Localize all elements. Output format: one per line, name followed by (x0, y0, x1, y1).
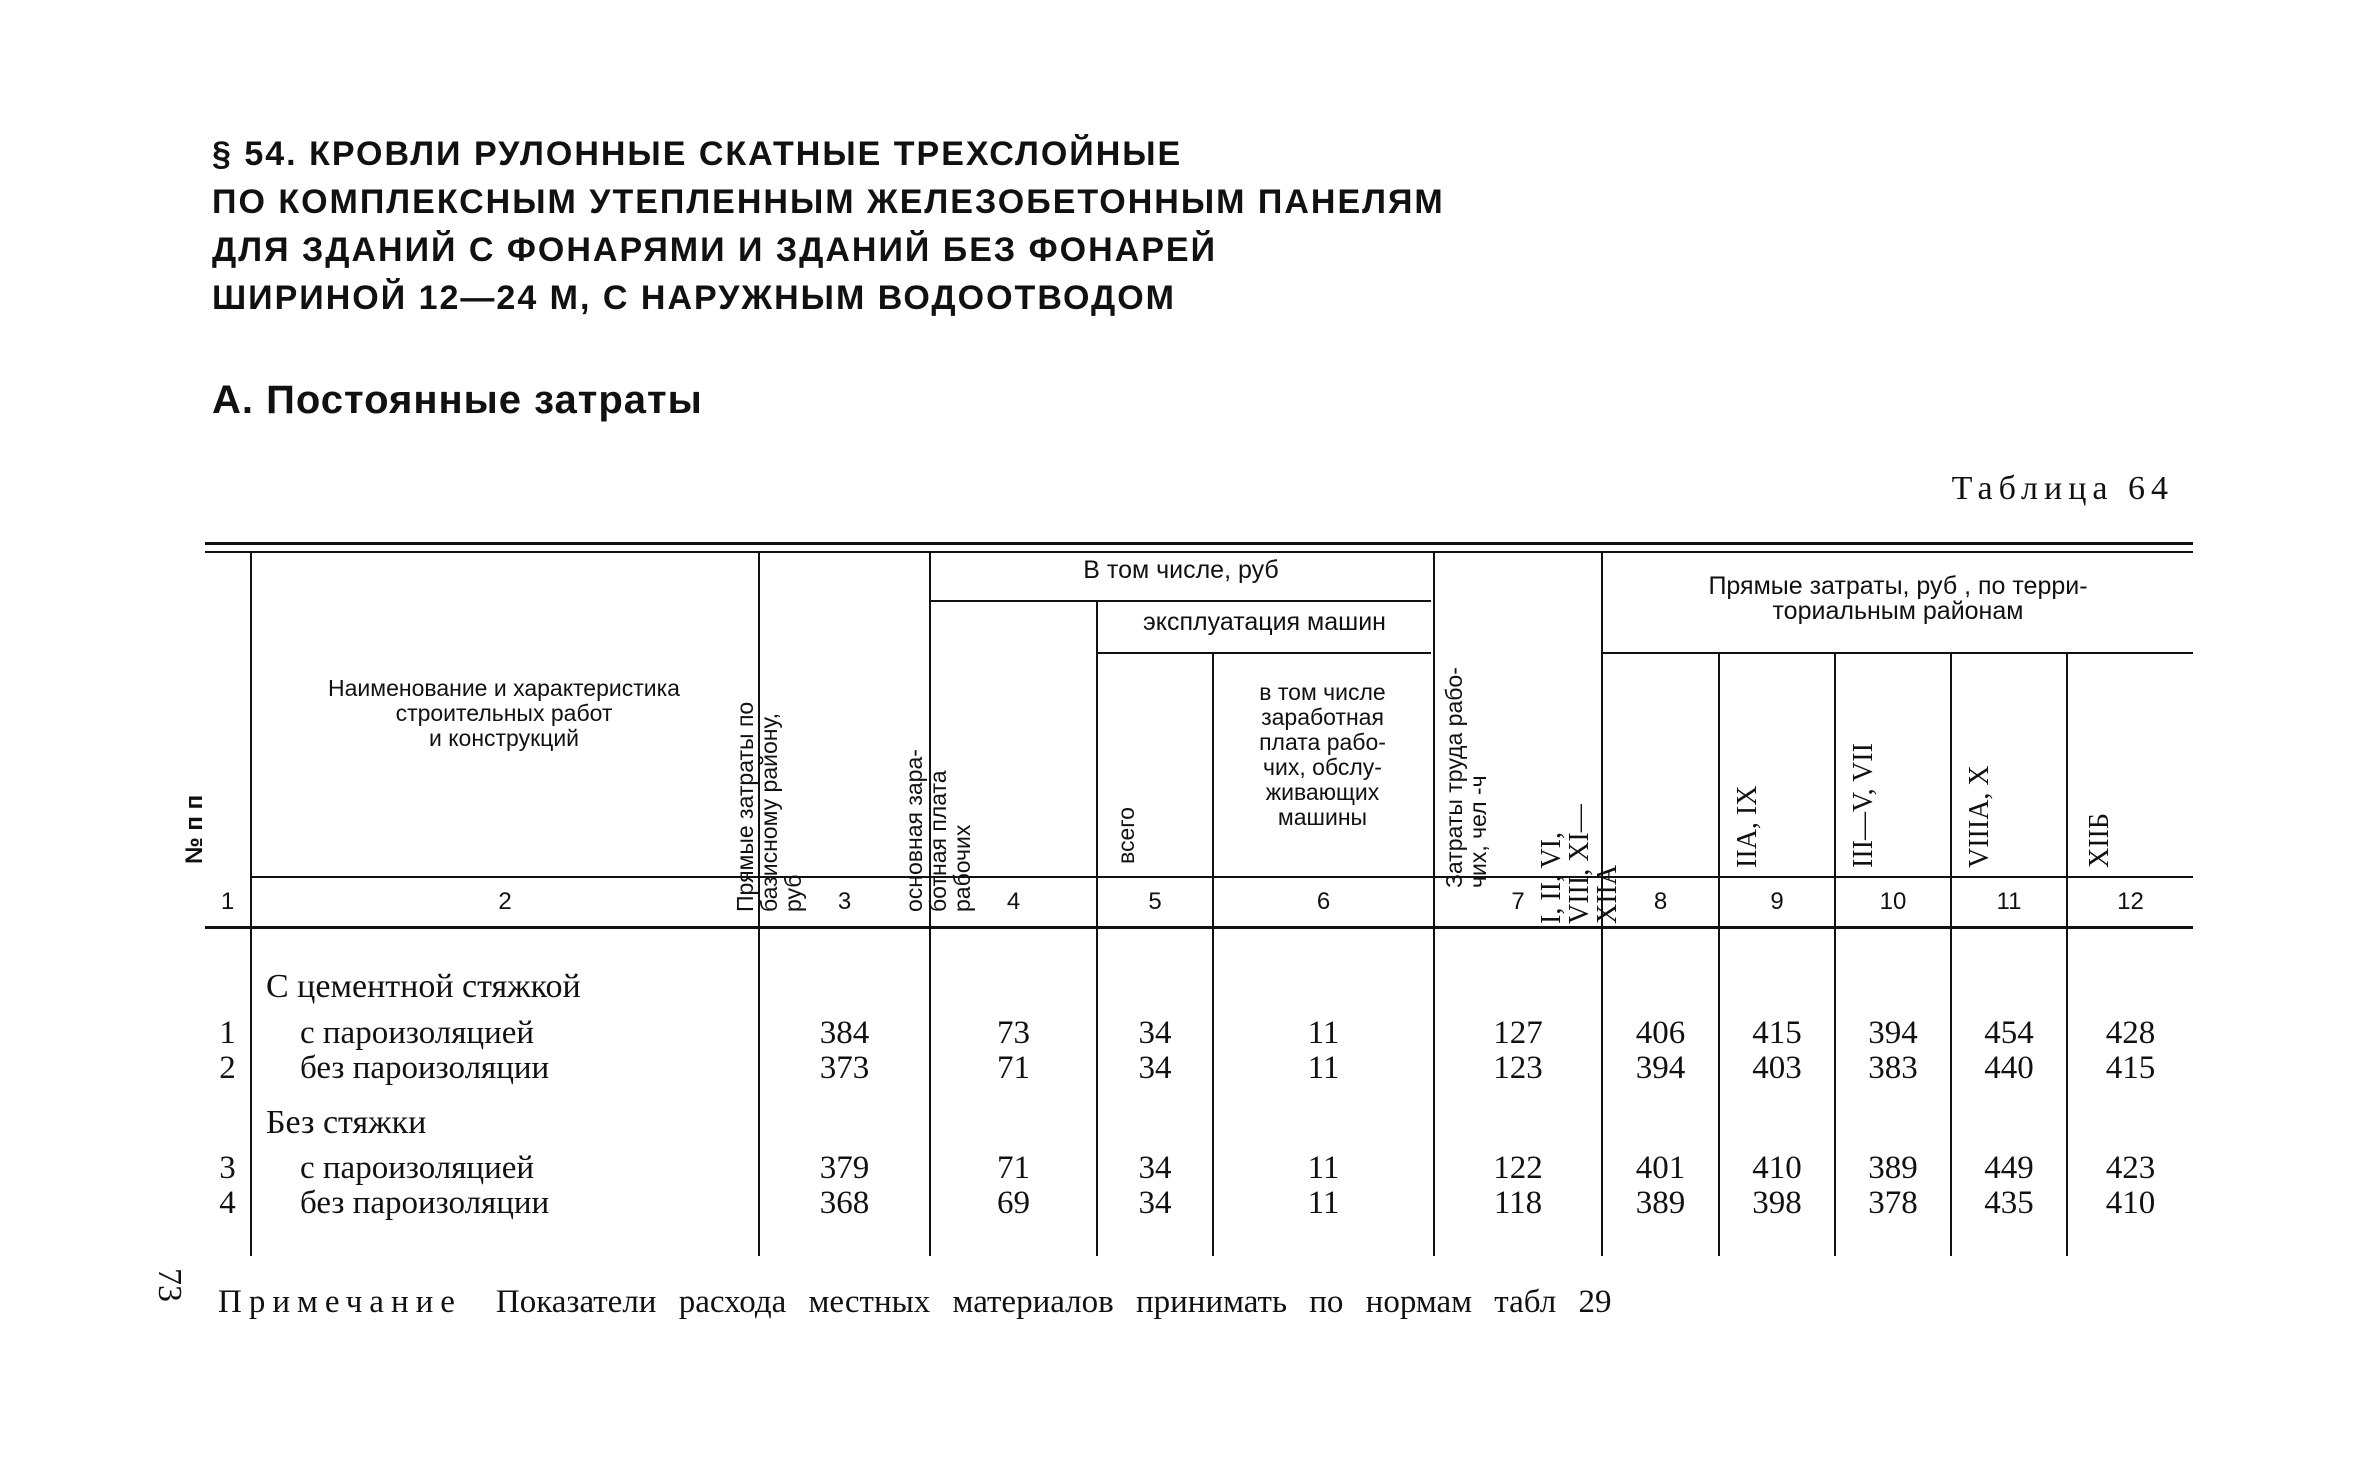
row-name: с пароизоляцией (300, 1150, 535, 1186)
cell-direct-base: 373 (819, 1050, 870, 1086)
cell-basic-wage: 71 (997, 1150, 1030, 1186)
cell-machines-total: 34 (1138, 1185, 1172, 1221)
header-regions-group: Прямые затраты, руб , по терри- ториальным районам (1708, 572, 2088, 625)
heading-line-3: ДЛЯ ЗДАНИЙ С ФОНАРЯМИ И ЗДАНИЙ БЕЗ ФОНАРЕЙ (212, 231, 1218, 269)
cell-basic-wage: 73 (997, 1015, 1030, 1051)
incl-group-rule (931, 600, 1431, 602)
table-label: Таблица 64 (1951, 470, 2174, 507)
cell-machines-total: 34 (1138, 1150, 1172, 1186)
header-machines-wage: в том числе заработная плата рабо- чих, обслу- живающих машины (1259, 679, 1386, 830)
cell-machines-wage: 11 (1307, 1050, 1340, 1086)
header-region-2: IIА, IX (1732, 785, 1763, 868)
cell-region-4: 435 (1984, 1185, 2034, 1221)
group-title-2: Без стяжки (266, 1104, 427, 1141)
subheading: А. Постоянные затраты (212, 378, 703, 422)
row-name: без пароизоляции (300, 1050, 550, 1086)
cell-direct-base: 368 (819, 1185, 870, 1221)
row-name: с пароизоляцией (300, 1015, 535, 1051)
section-heading (212, 130, 2112, 322)
footnote (218, 1284, 1611, 1321)
machines-group-rule (1098, 652, 1431, 654)
cell-labor: 118 (1493, 1185, 1543, 1221)
header-region-3: III—V, VII (1848, 743, 1879, 868)
footnote-text: Показатели расхода местных материалов принимать по нормам табл 29 (495, 1284, 1612, 1320)
row-num: 1 (219, 1015, 236, 1051)
table-top-rule-2 (205, 551, 2193, 553)
cell-basic-wage: 69 (997, 1185, 1030, 1221)
heading-line-2: ПО КОМПЛЕКСНЫМ УТЕПЛЕННЫМ ЖЕЛЕЗОБЕТОННЫМ ПАНЕЛЯМ (212, 183, 1445, 221)
colnum-11: 11 (1996, 888, 2022, 915)
footnote-label: Примечание (218, 1284, 462, 1320)
cell-region-3: 389 (1868, 1150, 1918, 1186)
row-num: 4 (219, 1185, 236, 1221)
header-basic-wage: основная зара- ботная плата рабочих (901, 749, 975, 912)
header-region-5: XIIБ (2084, 813, 2115, 868)
header-labor: Затраты труда рабо- чих, чел -ч (1441, 667, 1491, 888)
cell-region-2: 410 (1752, 1150, 1802, 1186)
cell-machines-wage: 11 (1307, 1015, 1340, 1051)
cell-region-2: 415 (1752, 1015, 1802, 1051)
row-num: 3 (219, 1150, 236, 1186)
cell-labor: 122 (1493, 1150, 1543, 1186)
cell-region-1: 401 (1635, 1150, 1686, 1186)
cell-machines-wage: 11 (1307, 1150, 1340, 1186)
colnum-12: 12 (2117, 888, 2144, 915)
row-num: 2 (219, 1050, 236, 1086)
cell-region-3: 394 (1868, 1015, 1918, 1051)
cell-basic-wage: 71 (997, 1050, 1030, 1086)
colnum-5: 5 (1148, 888, 1162, 915)
colnum-9: 9 (1770, 888, 1784, 915)
cell-region-4: 454 (1984, 1015, 2034, 1051)
cell-direct-base: 379 (819, 1150, 870, 1186)
header-incl-group: В том числе, руб (1083, 556, 1279, 584)
cell-region-2: 398 (1752, 1185, 1802, 1221)
colnum-bottom-rule (205, 926, 2193, 929)
cell-region-1: 406 (1635, 1015, 1686, 1051)
cell-region-3: 383 (1868, 1050, 1918, 1086)
header-bottom-rule (250, 876, 2193, 878)
header-machines-group: эксплуатация машин (1143, 608, 1386, 636)
group-title-1: С цементной стяжкой (266, 968, 581, 1005)
colnum-6: 6 (1316, 888, 1331, 915)
header-region-1: I, II, VI, VIII, XI— XIIА (1536, 804, 1623, 924)
row-name: без пароизоляции (300, 1185, 550, 1221)
header-region-4: VIIIА, X (1964, 765, 1995, 868)
colnum-7: 7 (1511, 888, 1525, 915)
page-number: 73 (151, 1268, 188, 1302)
cell-region-5: 410 (2105, 1185, 2156, 1221)
header-direct-base: Прямые затраты по базисному району, руб (732, 701, 806, 912)
cell-region-5: 428 (2105, 1015, 2156, 1051)
cell-direct-base: 384 (819, 1015, 870, 1051)
cell-region-3: 378 (1868, 1185, 1918, 1221)
heading-line-4: ШИРИНОЙ 12—24 М, С НАРУЖНЫМ ВОДООТВОДОМ (212, 279, 1177, 317)
table-top-rule (205, 542, 2193, 545)
cell-region-1: 394 (1635, 1050, 1686, 1086)
cell-region-5: 415 (2105, 1050, 2156, 1086)
header-machines-total: всего (1113, 807, 1139, 864)
cell-region-1: 389 (1635, 1185, 1686, 1221)
colnum-1: 1 (220, 888, 235, 915)
header-num: № п п (181, 794, 208, 864)
cell-machines-total: 34 (1138, 1050, 1172, 1086)
cell-labor: 127 (1493, 1015, 1543, 1051)
cell-region-4: 440 (1984, 1050, 2034, 1086)
cell-machines-wage: 11 (1307, 1185, 1340, 1221)
cell-region-5: 423 (2105, 1150, 2156, 1186)
colnum-3: 3 (837, 888, 852, 915)
colnum-4: 4 (1006, 888, 1021, 915)
regions-group-rule (1603, 652, 2193, 654)
heading-line-1: § 54. КРОВЛИ РУЛОННЫЕ СКАТНЫЕ ТРЕХСЛОЙНЫЕ (212, 135, 1183, 173)
colnum-8: 8 (1653, 888, 1668, 915)
header-name: Наименование и характеристика строительных работ и конструкций (328, 675, 680, 751)
cell-machines-total: 34 (1138, 1015, 1172, 1051)
cell-labor: 123 (1493, 1050, 1543, 1086)
cell-region-4: 449 (1984, 1150, 2034, 1186)
colnum-2: 2 (498, 888, 512, 915)
colnum-10: 10 (1879, 888, 1907, 915)
cell-region-2: 403 (1752, 1050, 1802, 1086)
